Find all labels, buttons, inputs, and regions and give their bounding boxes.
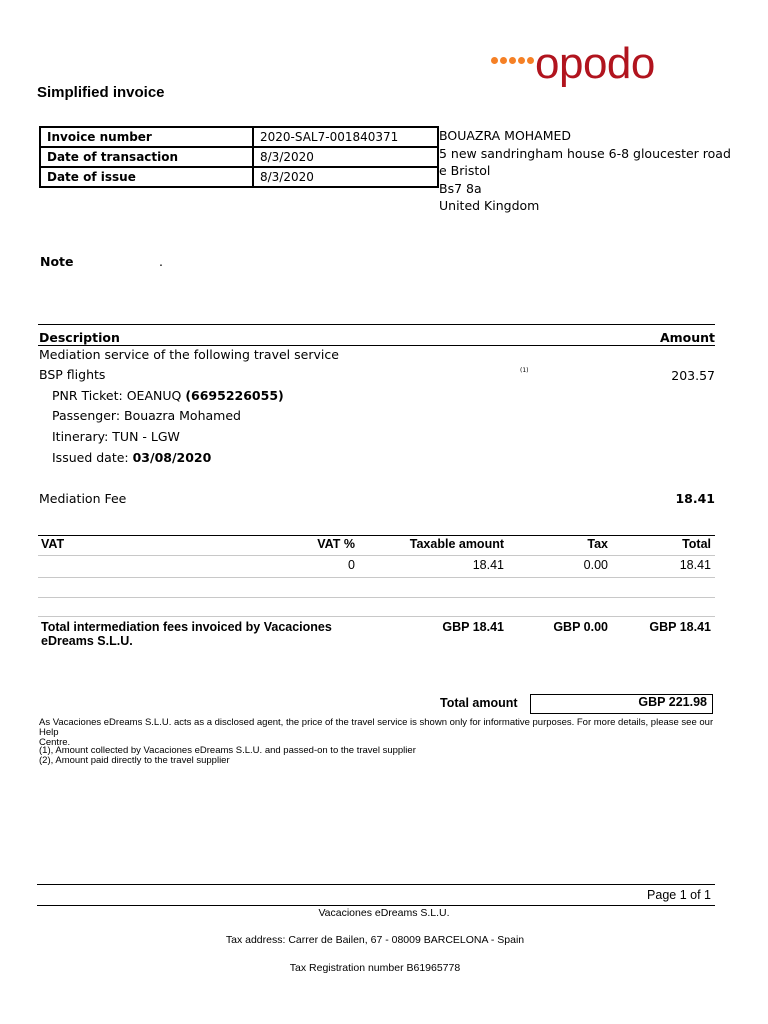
footnote-2: (2), Amount paid directly to the travel supplier (39, 755, 230, 766)
tax-header: Tax (587, 537, 608, 551)
passenger: Passenger: Bouazra Mohamed (52, 408, 241, 423)
divider-header (38, 345, 715, 346)
logo-dots-icon (491, 57, 534, 64)
vat-pct-header: VAT % (317, 537, 355, 551)
date-of-issue-row (40, 167, 438, 187)
service-amount: 203.57 (671, 368, 715, 383)
footnotes (39, 746, 416, 766)
date-of-issue-value: 8/3/2020 (253, 167, 438, 187)
invoice-info-table (39, 126, 439, 188)
amount-header: Amount (659, 330, 715, 345)
total-amount-value: GBP 221.98 (638, 695, 707, 709)
customer-address (439, 127, 731, 215)
vat-divider-bottom (38, 616, 715, 617)
intermediation-label (41, 620, 332, 648)
vat-divider-header (38, 555, 715, 556)
address-line-3: Bs7 8a (439, 180, 482, 196)
footer-address: Tax address: Carrer de Bailen, 67 - 08009 BARCELONA - Spain (225, 934, 525, 946)
intermediation-taxable: GBP 18.41 (442, 620, 504, 634)
taxable-amount-value: 18.41 (472, 558, 504, 572)
page-number: Page 1 of 1 (647, 888, 711, 902)
intermediation-label-line2: eDreams S.L.U. (41, 634, 133, 648)
invoice-number-row (40, 127, 438, 147)
issued-date (52, 450, 211, 465)
service-footnote-marker: (1) (520, 367, 529, 374)
disclaimer (39, 718, 719, 748)
description-header: Description (39, 330, 120, 345)
footer-divider-bottom (37, 905, 715, 906)
date-of-transaction-row (40, 147, 438, 167)
vat-divider-row (38, 577, 715, 578)
total-amount-label: Total amount (440, 696, 518, 710)
pnr-label: PNR Ticket: OEANUQ (52, 388, 186, 403)
vat-divider-top (38, 535, 715, 536)
itinerary: Itinerary: TUN - LGW (52, 429, 180, 444)
vat-pct-value: 0 (348, 558, 355, 572)
tax-value: 0.00 (583, 558, 608, 572)
footnote-1: (1), Amount collected by Vacaciones eDreams S.L.U. and passed-on to the travel supplier (39, 745, 416, 756)
pnr-value: (6695226055) (185, 388, 284, 403)
disclaimer-line-2: Centre. (39, 737, 71, 748)
address-country: United Kingdom (439, 198, 540, 213)
vat-divider-empty (38, 597, 715, 598)
intermediation-total: GBP 18.41 (649, 620, 711, 634)
intermediation-label-line1: Total intermediation fees invoiced by Vacaciones (41, 620, 332, 634)
note-label: Note (40, 254, 74, 269)
invoice-number-label: Invoice number (40, 127, 253, 147)
service-name: BSP flights (39, 367, 106, 382)
taxable-amount-header: Taxable amount (409, 537, 504, 551)
total-value: 18.41 (679, 558, 711, 572)
invoice-number-value: 2020-SAL7-001840371 (253, 127, 438, 147)
intermediation-tax: GBP 0.00 (553, 620, 608, 634)
total-header: Total (682, 537, 711, 551)
mediation-fee-amount: 18.41 (675, 491, 715, 506)
note-value: . (159, 254, 163, 269)
opodo-logo (491, 39, 671, 105)
disclaimer-line-1: As Vacaciones eDreams S.L.U. acts as a disclosed agent, the price of the travel service is shown only for informative purposes. For more details, please see our Help (39, 717, 714, 738)
page-title: Simplified invoice (37, 84, 165, 101)
date-of-transaction-label: Date of transaction (40, 147, 253, 167)
divider-top (38, 324, 715, 325)
date-of-transaction-value: 8/3/2020 (253, 147, 438, 167)
footer-divider-top (37, 884, 715, 885)
mediation-fee-label: Mediation Fee (39, 491, 127, 506)
issued-label: Issued date: (52, 450, 133, 465)
logo-text: opodo (535, 39, 655, 88)
vat-header: VAT (41, 537, 65, 551)
pnr-ticket (52, 388, 284, 403)
footer-company: Vacaciones eDreams S.L.U. (318, 907, 450, 919)
mediation-intro: Mediation service of the following travel service (39, 347, 339, 362)
date-of-issue-label: Date of issue (40, 167, 253, 187)
address-line-2: e Bristol (439, 163, 491, 178)
customer-name: BOUAZRA MOHAMED (439, 128, 572, 143)
issued-value: 03/08/2020 (132, 450, 212, 465)
address-line-1: 5 new sandringham house 6-8 gloucester road (439, 145, 731, 161)
footer-tax-registration: Tax Registration number B61965778 (289, 962, 461, 974)
